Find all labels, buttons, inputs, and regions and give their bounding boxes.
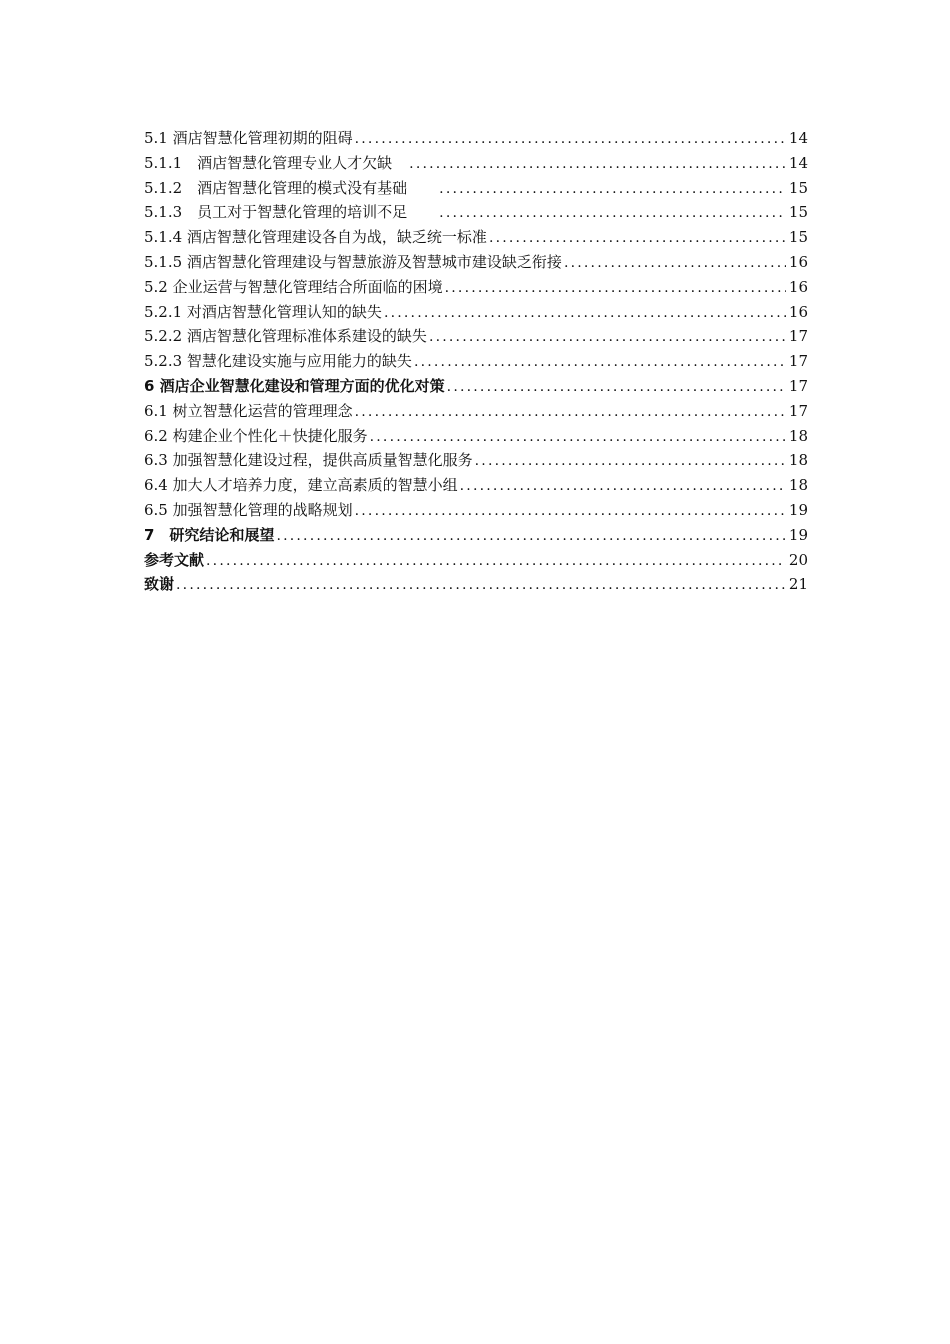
toc-entry[interactable] — [144, 275, 808, 300]
toc-entry-title: 5.1.2 酒店智慧化管理的模式没有基础 — [144, 178, 438, 197]
toc-entry-title: 5.2 企业运营与智慧化管理结合所面临的困境 — [144, 277, 443, 296]
toc-dot-leader — [445, 276, 786, 301]
toc-entry-page: 16 — [788, 252, 808, 271]
toc-entry-page: 18 — [788, 426, 808, 445]
toc-entry-page: 15 — [788, 203, 808, 222]
toc-entry-title: 6.2 构建企业个性化＋快捷化服务 — [144, 426, 368, 445]
toc-entry[interactable] — [144, 448, 808, 473]
toc-entry-title: 6.3 加强智慧化建设过程，提供高质量智慧化服务 — [144, 451, 473, 470]
toc-entry-page: 15 — [788, 228, 808, 247]
toc-entry[interactable] — [144, 225, 808, 250]
toc-entry-page: 17 — [788, 376, 808, 395]
toc-dot-leader — [564, 251, 786, 276]
toc-entry-page: 17 — [788, 352, 808, 371]
toc-entry[interactable] — [144, 200, 808, 225]
toc-entry[interactable] — [144, 324, 808, 349]
toc-entry[interactable] — [144, 498, 808, 523]
toc-entry-title: 6 酒店企业智慧化建设和管理方面的优化对策 — [144, 376, 445, 395]
toc-entry[interactable] — [144, 300, 808, 325]
toc-entry[interactable] — [144, 349, 808, 374]
toc-entry[interactable] — [144, 473, 808, 498]
toc-entry-title: 6.1 树立智慧化运营的管理理念 — [144, 401, 353, 420]
toc-entry-page: 16 — [788, 277, 808, 296]
toc-entry[interactable] — [144, 126, 808, 151]
toc-entry-page: 18 — [788, 476, 808, 495]
toc-dot-leader — [489, 226, 786, 251]
toc-dot-leader — [370, 425, 786, 450]
toc-dot-leader — [414, 350, 786, 375]
toc-dot-leader — [355, 499, 786, 524]
toc-entry-page: 14 — [788, 129, 808, 147]
toc-entry-chapter[interactable] — [144, 523, 808, 548]
toc-entry[interactable] — [144, 424, 808, 449]
toc-entry-page: 15 — [788, 178, 808, 197]
toc-entry-title: 6.4 加大人才培养力度，建立高素质的智慧小组 — [144, 476, 458, 495]
toc-entry[interactable] — [144, 250, 808, 275]
toc-entry-references[interactable] — [144, 548, 808, 573]
toc-entry-chapter[interactable] — [144, 374, 808, 399]
toc-entry[interactable] — [144, 399, 808, 424]
toc-entry-title: 5.1.1 酒店智慧化管理专业人才欠缺 — [144, 153, 408, 172]
toc-dot-leader — [429, 325, 786, 350]
toc-entry-title: 5.1.5 酒店智慧化管理建设与智慧旅游及智慧城市建设缺乏衔接 — [144, 252, 562, 271]
toc-entry-title: 参考文献 — [144, 550, 205, 569]
toc-dot-leader — [439, 201, 786, 226]
toc-entry[interactable] — [144, 151, 808, 176]
toc-entry-page: 21 — [788, 575, 808, 594]
toc-entry-page: 17 — [788, 327, 808, 346]
toc-entry-title: 5.1.3 员工对于智慧化管理的培训不足 — [144, 203, 438, 222]
toc-dot-leader — [276, 524, 786, 549]
toc-entry-title: 5.2.2 酒店智慧化管理标准体系建设的缺失 — [144, 327, 427, 346]
toc-entry-title: 7 研究结论和展望 — [144, 525, 275, 544]
toc-dot-leader — [206, 549, 786, 574]
toc-entry-page: 19 — [788, 525, 808, 544]
toc-entry-page: 20 — [788, 550, 808, 569]
toc-entry-title: 5.2.3 智慧化建设实施与应用能力的缺失 — [144, 352, 412, 371]
toc-dot-leader — [176, 573, 786, 598]
toc-dot-leader — [475, 449, 786, 474]
toc-dot-leader — [355, 400, 786, 425]
toc-dot-leader — [355, 127, 786, 152]
toc-dot-leader — [439, 177, 786, 202]
toc-entry-title: 6.5 加强智慧化管理的战略规划 — [144, 500, 353, 519]
toc-entry-page: 16 — [788, 302, 808, 321]
toc-entry-title: 致谢 — [144, 575, 175, 594]
toc-entry-acknowledgements[interactable] — [144, 572, 808, 597]
toc-entry-page: 17 — [788, 401, 808, 420]
toc-entry-title: 5.1.4 酒店智慧化管理建设各自为战，缺乏统一标准 — [144, 228, 487, 247]
toc-entry-page: 18 — [788, 451, 808, 470]
toc-entry-page: 19 — [788, 500, 808, 519]
toc-dot-leader — [384, 301, 786, 326]
toc-dot-leader — [409, 152, 786, 177]
toc-entry-page: 14 — [788, 153, 808, 172]
toc-entry-title: 5.1 酒店智慧化管理初期的阻碍 — [144, 129, 353, 147]
toc-dot-leader — [460, 474, 786, 499]
table-of-contents — [144, 126, 808, 597]
toc-entry[interactable] — [144, 176, 808, 201]
toc-dot-leader — [447, 375, 786, 400]
toc-entry-title: 5.2.1 对酒店智慧化管理认知的缺失 — [144, 302, 382, 321]
